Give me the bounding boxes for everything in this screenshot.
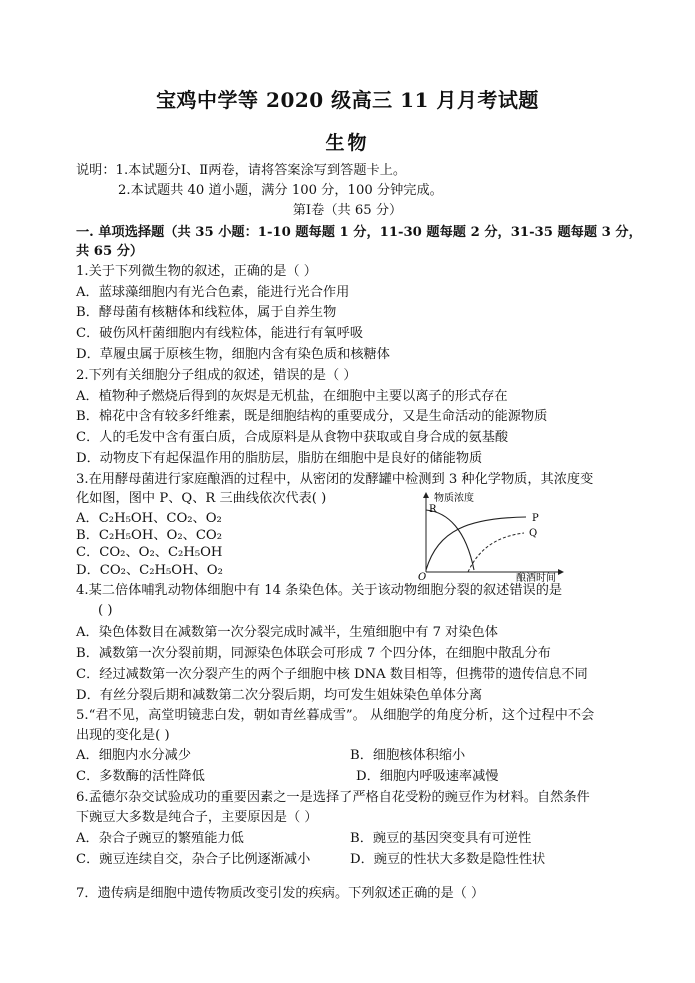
q5-option-c: C．多数酶的活性降低 bbox=[76, 769, 205, 784]
curve-r bbox=[426, 510, 474, 570]
graph-label-r: R bbox=[429, 504, 437, 515]
q2-stem: 2.下列有关细胞分子组成的叙述，错误的是（ ） bbox=[76, 368, 357, 383]
curve-p bbox=[426, 517, 526, 570]
section-heading: 第Ⅰ卷（共 65 分） bbox=[292, 203, 403, 218]
q5-stem-line-1: 5.“君不见，高堂明镜悲白发，朝如青丝暮成雪”。 从细胞学的角度分析，这个过程中不会 bbox=[76, 708, 595, 723]
q6-stem-line-1: 6.孟德尔杂交试验成功的重要因素之一是选择了严格自花受粉的豌豆作为材料。自然条件 bbox=[76, 790, 590, 805]
note-line-2: 2.本试题共 40 道小题，满分 100 分，100 分钟完成。 bbox=[118, 183, 443, 198]
note-line-1: 说明：1.本试题分Ⅰ、Ⅱ两卷，请将答案涂写到答题卡上。 bbox=[76, 163, 407, 178]
q2-option-d: D．动物皮下有起保温作用的脂肪层，脂肪在细胞中是良好的储能物质 bbox=[76, 451, 483, 466]
graph-label-p: P bbox=[532, 513, 539, 524]
curve-q bbox=[468, 533, 524, 572]
q2-option-b: B．棉花中含有较多纤维素，既是细胞结构的重要成分，又是生命活动的能源物质 bbox=[76, 409, 548, 424]
q5-option-b: B．细胞核体积缩小 bbox=[350, 748, 466, 763]
q4-stem-line-1: 4.某二倍体哺乳动物体细胞中有 14 条染色体。关于该动物细胞分裂的叙述错误的是 bbox=[76, 583, 563, 598]
q1-option-c: C．破伤风杆菌细胞内有线粒体，能进行有氧呼吸 bbox=[76, 326, 364, 341]
part-title-line-2: 共 65 分） bbox=[76, 244, 144, 259]
q1-option-d: D．草履虫属于原核生物，细胞内含有染色质和核糖体 bbox=[76, 347, 390, 362]
q5-option-a: A．细胞内水分减少 bbox=[76, 748, 192, 763]
q5-stem-line-2: 出现的变化是( ) bbox=[76, 728, 170, 743]
graph-origin: O bbox=[418, 572, 427, 582]
q3-option-a: A．C₂H₅OH、CO₂、O₂ bbox=[76, 511, 222, 526]
graph-ylabel: 物质浓度 bbox=[434, 493, 474, 504]
q4-option-a: A．染色体数目在减数第一次分裂完成时减半，生殖细胞中有 7 对染色体 bbox=[76, 625, 498, 640]
q6-option-c: C．豌豆连续自交，杂合子比例逐渐减小 bbox=[76, 852, 311, 867]
q1-stem: 1.关于下列微生物的叙述，正确的是（ ） bbox=[76, 264, 317, 279]
graph-y-arrow bbox=[423, 492, 429, 498]
q6-option-d: D．豌豆的性状大多数是隐性性状 bbox=[350, 852, 546, 867]
graph-label-q: Q bbox=[529, 528, 538, 539]
q6-stem-line-2: 下豌豆大多数是纯合子，主要原因是（ ） bbox=[76, 810, 318, 825]
q3-stem-line-1: 3.在用酵母菌进行家庭酿酒的过程中，从密闭的发酵罐中检测到 3 种化学物质，其浓度变 bbox=[76, 472, 594, 487]
q3-option-b: B．C₂H₅OH、O₂、CO₂ bbox=[76, 528, 223, 543]
q4-option-b: B．减数第一次分裂前期，同源染色体联会可形成 7 个四分体，在细胞中散乱分布 bbox=[76, 646, 551, 661]
q7-stem: 7．遗传病是细胞中遗传物质改变引发的疾病。下列叙述正确的是（ ） bbox=[76, 886, 485, 901]
q4-option-d: D．有丝分裂后期和减数第二次分裂后期，均可发生姐妹染色单体分离 bbox=[76, 688, 483, 703]
exam-title: 宝鸡中学等 2020 级高三 11 月月考试题 bbox=[156, 88, 539, 112]
q3-option-d: D．CO₂、C₂H₅OH、O₂ bbox=[76, 563, 223, 578]
q6-option-b: B．豌豆的基因突变具有可逆性 bbox=[350, 831, 532, 846]
q1-option-a: A．蓝球藻细胞内有光合色素，能进行光合作用 bbox=[76, 285, 350, 300]
subject-title: 生物 bbox=[325, 132, 370, 154]
graph-x-arrow bbox=[558, 569, 564, 575]
graph-xlabel: 酿酒时间 bbox=[516, 573, 556, 582]
q4-stem-line-2: ( ) bbox=[98, 603, 113, 618]
q4-option-c: C．经过减数第一次分裂产生的两个子细胞中核 DNA 数目相等，但携带的遗传信息不同 bbox=[76, 667, 588, 682]
q1-option-b: B．酵母菌有核糖体和线粒体，属于自养生物 bbox=[76, 305, 337, 320]
part-title-line-1: 一. 单项选择题（共 35 小题：1-10 题每题 1 分，11-30 题每题 2 分，31-35 题每题 3 分， bbox=[76, 225, 642, 240]
q6-option-a: A．杂合子豌豆的繁殖能力低 bbox=[76, 831, 244, 846]
q2-option-c: C．人的毛发中含有蛋白质，合成原料是从食物中获取或自身合成的氨基酸 bbox=[76, 430, 509, 445]
concentration-graph bbox=[408, 490, 568, 582]
q5-option-d: D．细胞内呼吸速率减慢 bbox=[356, 769, 499, 784]
q3-stem-line-2: 化如图，图中 P、Q、R 三曲线依次代表( ) bbox=[76, 491, 327, 506]
q2-option-a: A．植物种子燃烧后得到的灰烬是无机盐，在细胞中主要以离子的形式存在 bbox=[76, 389, 508, 404]
q3-option-c: C．CO₂、O₂、C₂H₅OH bbox=[76, 545, 223, 560]
